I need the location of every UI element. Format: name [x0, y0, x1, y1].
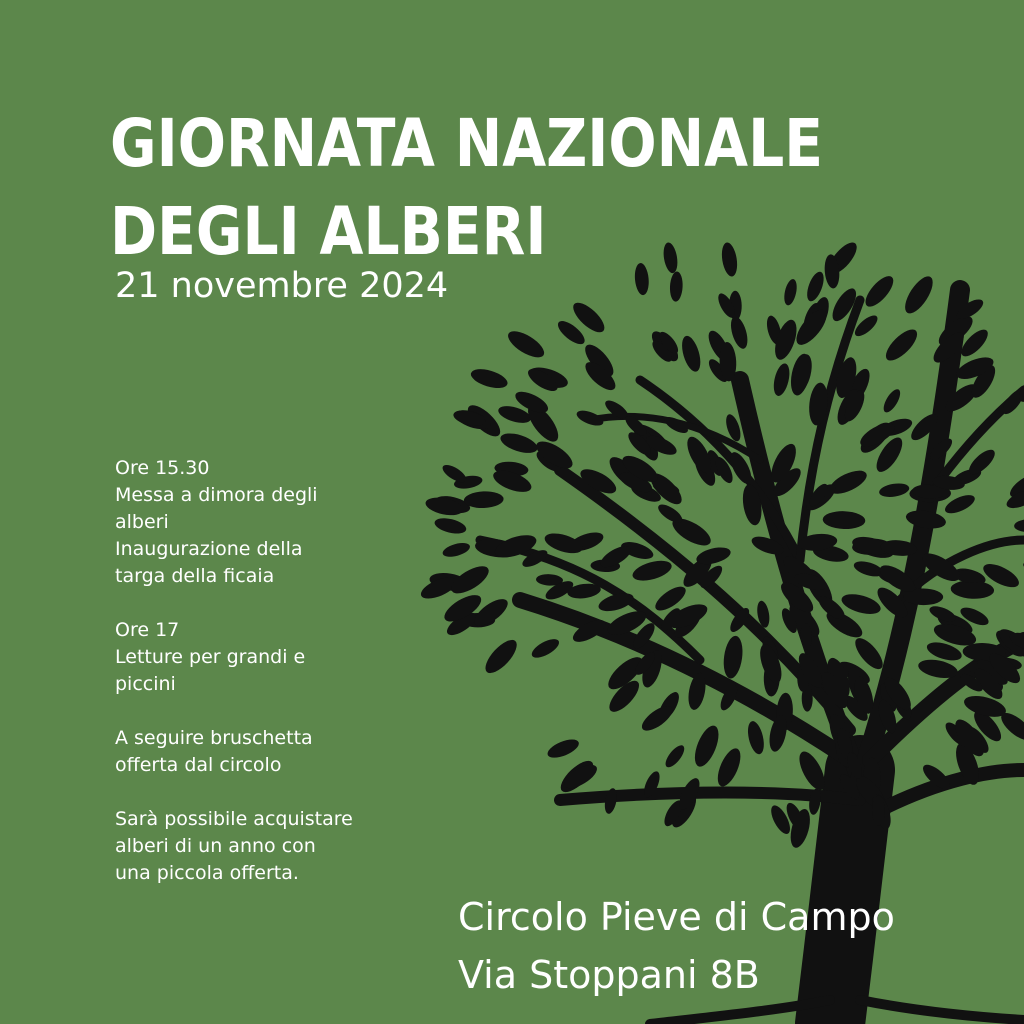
program-text: una piccola offerta.	[115, 862, 299, 884]
leaf	[498, 430, 540, 457]
program-text: Letture per grandi e	[115, 646, 306, 668]
program-text: offerta dal circolo	[115, 754, 282, 776]
leaf	[678, 334, 703, 374]
event-program	[115, 455, 405, 914]
title-line-1: GIORNATA NAZIONALE	[110, 105, 824, 182]
leaf	[1014, 518, 1024, 532]
leaf	[745, 720, 767, 756]
program-text: targa della ficaia	[115, 565, 275, 587]
leaf	[504, 326, 548, 362]
program-block-2	[115, 617, 405, 698]
title-line-2: DEGLI ALBERI	[110, 193, 547, 270]
program-block-3	[115, 725, 405, 779]
leaf	[782, 278, 799, 307]
leaf	[630, 557, 674, 584]
program-text: A seguire bruschetta	[115, 727, 313, 749]
program-text: piccini	[115, 673, 176, 695]
leaf	[469, 365, 510, 391]
leaf	[822, 510, 865, 529]
leaf	[905, 508, 948, 531]
leaf	[575, 408, 606, 429]
program-text: Messa a dimora degli	[115, 484, 318, 506]
leaf	[771, 362, 792, 398]
venue-address: Via Stoppani 8B	[458, 953, 760, 997]
leaf	[900, 272, 938, 317]
program-text: alberi di un anno con	[115, 835, 316, 857]
leaf	[965, 446, 998, 478]
event-venue	[458, 888, 895, 1004]
leaf	[881, 325, 922, 366]
leaf	[861, 272, 898, 311]
venue-name: Circolo Pieve di Campo	[458, 895, 895, 939]
program-time-1: Ore 15.30	[115, 457, 210, 479]
leaf	[480, 635, 521, 678]
program-time-2: Ore 17	[115, 619, 180, 641]
leaf	[441, 540, 471, 559]
leaf	[529, 635, 562, 661]
leaf	[662, 742, 687, 770]
event-date: 21 novembre 2024	[115, 266, 449, 306]
program-text: alberi	[115, 511, 169, 533]
leaf	[545, 736, 581, 762]
leaf	[690, 722, 723, 769]
leaf	[542, 530, 585, 558]
leaf	[721, 635, 745, 680]
program-text: Inaugurazione della	[115, 538, 303, 560]
leaf	[713, 745, 745, 789]
program-text: Sarà possibile acquistare	[115, 808, 353, 830]
program-block-4	[115, 806, 405, 887]
tree-leaves	[418, 238, 1024, 850]
leaf	[433, 515, 468, 536]
program-block-1	[115, 455, 405, 590]
leaf	[880, 387, 903, 415]
event-title	[110, 100, 823, 276]
leaf	[878, 482, 910, 499]
leaf	[839, 590, 883, 617]
